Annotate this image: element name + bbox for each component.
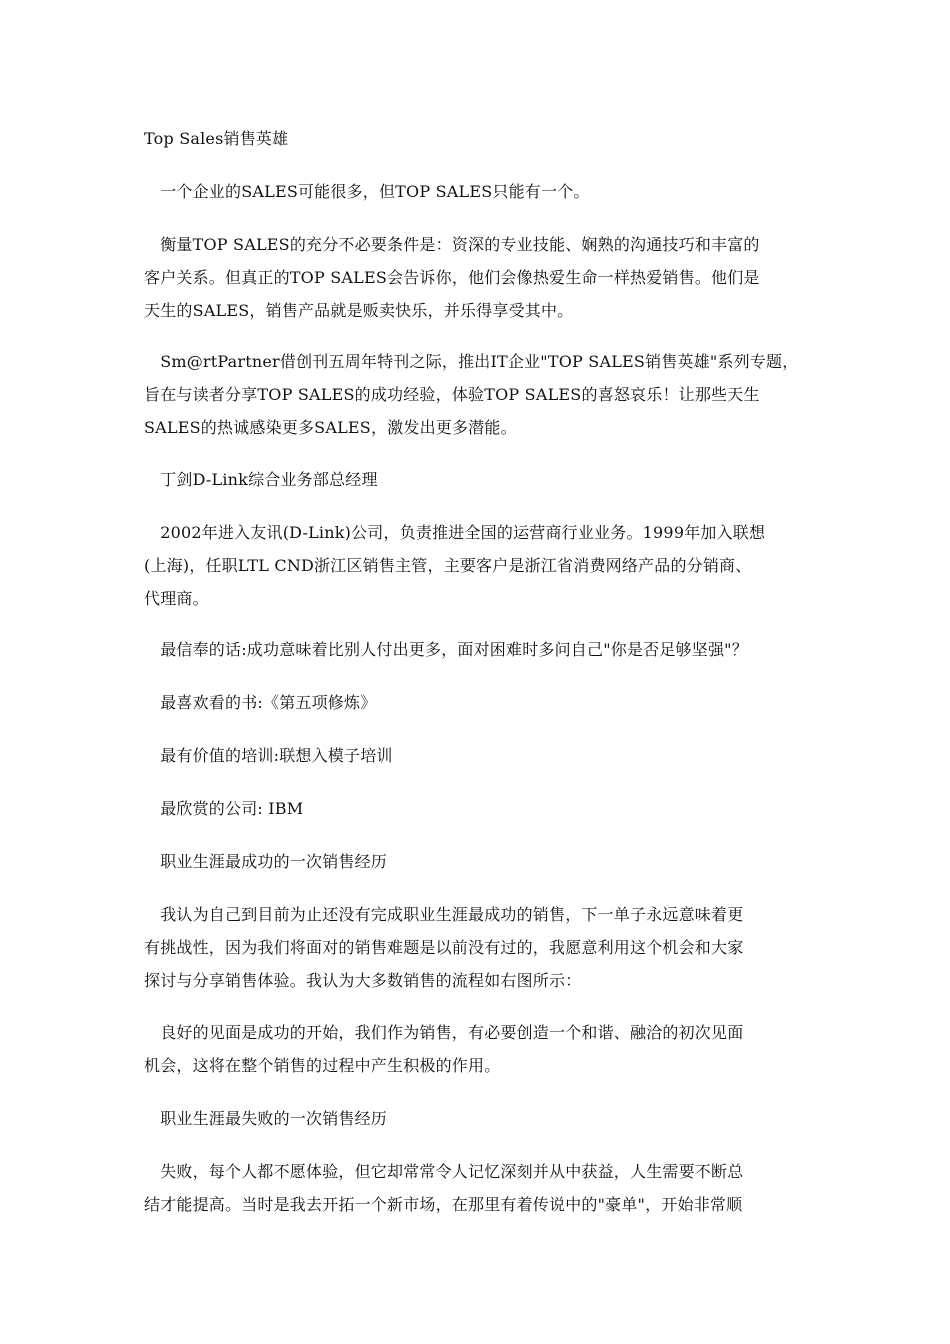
text-line: 天生的SALES，销售产品就是贩卖快乐，并乐得享受其中。 bbox=[144, 301, 574, 320]
paragraph-criteria bbox=[144, 228, 804, 327]
text-line: 最有价值的培训:联想入模子培训 bbox=[144, 746, 393, 765]
text-line: 探讨与分享销售体验。我认为大多数销售的流程如右图所示： bbox=[144, 971, 582, 990]
paragraph-success-heading bbox=[144, 845, 804, 878]
text-line: 代理商。 bbox=[144, 589, 209, 608]
paragraph-profile-heading bbox=[144, 463, 804, 496]
text-line: 失败，每个人都不愿体验，但它却常常令人记忆深刻并从中获益，人生需要不断总 bbox=[144, 1162, 744, 1181]
paragraph-training bbox=[144, 739, 804, 772]
text-line: (上海)，任职LTL CND浙江区销售主管，主要客户是浙江省消费网络产品的分销商、 bbox=[144, 556, 752, 575]
text-line: SALES的热诚感染更多SALES，激发出更多潜能。 bbox=[144, 418, 517, 437]
paragraph-first-meeting bbox=[144, 1016, 804, 1082]
text-line: 最信奉的话:成功意味着比别人付出更多，面对困难时多问自己"你是否足够坚强"？ bbox=[144, 640, 748, 659]
paragraph-intro bbox=[144, 175, 804, 208]
text-line: 职业生涯最成功的一次销售经历 bbox=[144, 852, 388, 871]
text-line: 职业生涯最失败的一次销售经历 bbox=[144, 1109, 388, 1128]
text-line: 机会，这将在整个销售的过程中产生积极的作用。 bbox=[144, 1056, 501, 1075]
text-line: 客户关系。但真正的TOP SALES会告诉你，他们会像热爱生命一样热爱销售。他们是 bbox=[144, 268, 760, 287]
paragraph-favorite-book bbox=[144, 686, 804, 719]
paragraph-success-story bbox=[144, 898, 804, 997]
paragraph-company bbox=[144, 792, 804, 825]
paragraph-career bbox=[144, 516, 804, 615]
text-line: 旨在与读者分享TOP SALES的成功经验，体验TOP SALES的喜怒哀乐！让那些天生 bbox=[144, 385, 760, 404]
text-line: 最欣赏的公司: IBM bbox=[144, 799, 304, 818]
text-line: 一个企业的SALES可能很多，但TOP SALES只能有一个。 bbox=[144, 182, 590, 201]
document-title: Top Sales销售英雄 bbox=[144, 129, 289, 148]
text-line: 丁剑D-Link综合业务部总经理 bbox=[144, 470, 378, 489]
paragraph-feature bbox=[144, 345, 804, 444]
text-line: Sm@rtPartner借创刊五周年特刊之际，推出IT企业"TOP SALES销售英雄"系列专题， bbox=[144, 352, 799, 371]
text-line: 衡量TOP SALES的充分不必要条件是：资深的专业技能、娴熟的沟通技巧和丰富的 bbox=[144, 235, 760, 254]
text-line: 最喜欢看的书:《第五项修炼》 bbox=[144, 693, 377, 712]
text-line: 良好的见面是成功的开始，我们作为销售，有必要创造一个和谐、融洽的初次见面 bbox=[144, 1023, 744, 1042]
paragraph-motto bbox=[144, 633, 804, 666]
text-line: 结才能提高。当时是我去开拓一个新市场，在那里有着传说中的"豪单"，开始非常顺 bbox=[144, 1195, 743, 1214]
paragraph-failure-story bbox=[144, 1155, 804, 1221]
text-line: 有挑战性，因为我们将面对的销售难题是以前没有过的，我愿意利用这个机会和大家 bbox=[144, 938, 744, 957]
text-line: 2002年进入友讯(D-Link)公司，负责推进全国的运营商行业业务。1999年加入联想 bbox=[144, 523, 766, 542]
paragraph-failure-heading bbox=[144, 1102, 804, 1135]
text-line: 我认为自己到目前为止还没有完成职业生涯最成功的销售，下一单子永远意味着更 bbox=[144, 905, 744, 924]
